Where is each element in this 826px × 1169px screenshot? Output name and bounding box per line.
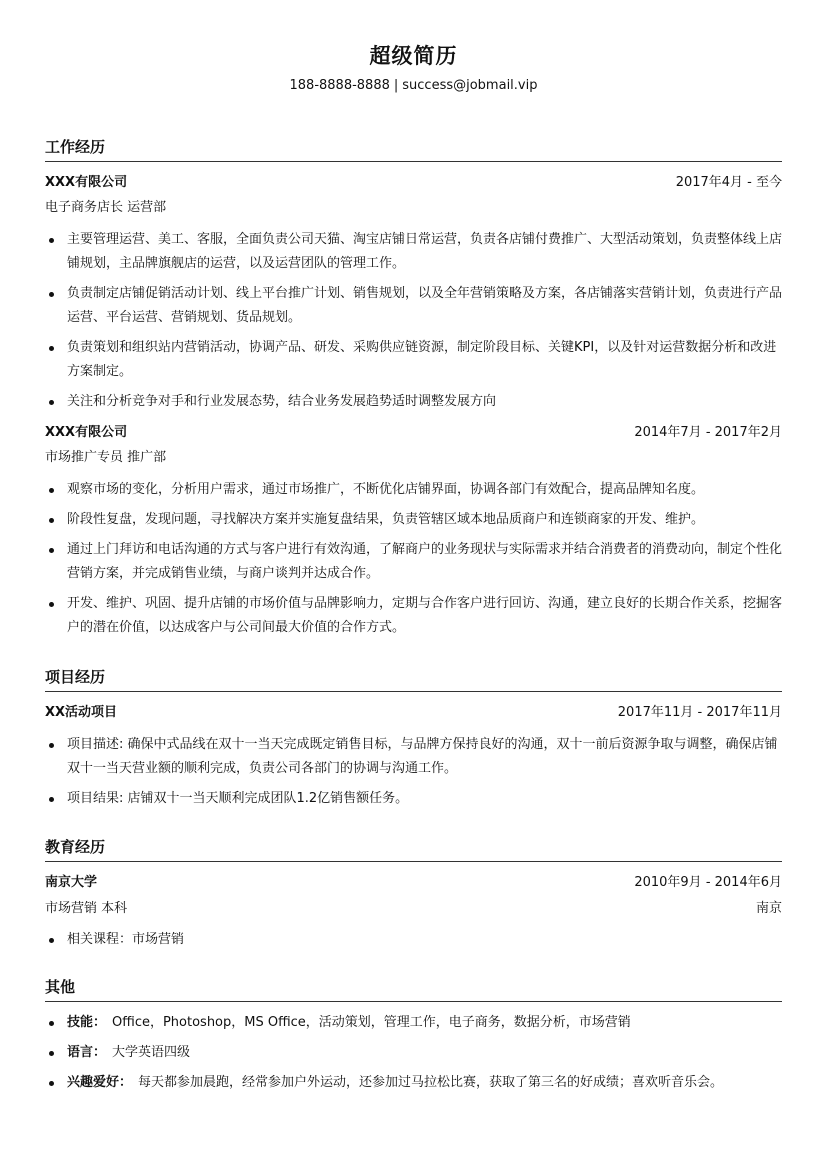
list-item: 主要管理运营、美工、客服，全面负责公司天猫、淘宝店铺日常运营，负责各店铺付费推广、大型活动策划，负责整体线上店铺规划，主品牌旗舰店的运营，以及运营团队的管理工作。 [45,228,782,276]
education-location: 南京 [755,901,782,916]
job-2-header [45,424,782,442]
job-1-role-row [45,199,782,217]
school-name: 南京大学 [45,875,98,890]
work-section-header [45,136,782,162]
education-bullets [45,928,782,958]
list-item: 关注和分析竞争对手和行业发展态势，结合业务发展趋势适时调整发展方向 [45,390,782,414]
list-item: 阶段性复盘，发现问题，寻找解决方案并实施复盘结果，负责管辖区域本地品质商户和连锁商家的开发、维护。 [45,508,782,532]
phone-number: 188-8888-8888 [289,78,390,93]
work-section-title: 工作经历 [45,138,106,156]
list-item [45,1041,782,1065]
job-company: XXX有限公司 [45,425,128,440]
project-dates: 2017年11月 - 2017年11月 [617,705,782,720]
list-item: 开发、维护、巩固、提升店铺的市场价值与品牌影响力，定期与合作客户进行回访、沟通，建立良好的长期合作关系，挖掘客户的潜在价值，以达成客户与公司间最大价值的合作方式。 [45,592,782,640]
education-dates: 2010年9月 - 2014年6月 [634,875,782,890]
job-dates: 2017年4月 - 至今 [675,175,782,190]
list-item: 负责策划和组织站内营销活动，协调产品、研发、采购供应链资源，制定阶段目标、关键KPI，以及针对运营数据分析和改进方案制定。 [45,336,782,384]
job-1-bullets [45,228,782,420]
list-item: 通过上门拜访和电话沟通的方式与客户进行有效沟通，了解商户的业务现状与实际需求并结合消费者的消费动向，制定个性化营销方案，并完成销售业绩，与商户谈判并达成合作。 [45,538,782,586]
job-dates: 2014年7月 - 2017年2月 [634,425,782,440]
hobby-label: 兴趣爱好： [67,1075,133,1090]
education-major-row [45,900,782,918]
projects-section-title: 项目经历 [45,668,106,686]
contact-separator: | [393,78,399,93]
resume-title: 超级简历 [369,44,458,68]
job-2-role-row [45,449,782,467]
projects-section-header [45,666,782,692]
job-1-header [45,174,782,192]
section-divider [45,691,782,692]
education-section-title: 教育经历 [45,838,106,856]
education-header [45,874,782,892]
list-item: 项目描述: 确保中式品线在双十一当天完成既定销售目标，与品牌方保持良好的沟通，双十一前后资源争取与调整，确保店铺双十一当天营业额的顺利完成，负责公司各部门的协调与沟通工作。 [45,733,782,781]
project-1-header [45,704,782,722]
job-role: 电子商务店长 运营部 [45,200,167,215]
education-section-header [45,836,782,862]
language-value: 大学英语四级 [112,1045,191,1060]
section-divider [45,1001,782,1002]
job-company: XXX有限公司 [45,175,128,190]
job-2-bullets [45,478,782,646]
language-label: 语言： [67,1045,107,1060]
list-item [45,1071,782,1095]
contact-line [45,78,782,93]
email-address: success@jobmail.vip [402,78,538,93]
list-item: 负责制定店铺促销活动计划、线上平台推广计划、销售规划，以及全年营销策略及方案，各店铺落实营销计划，负责进行产品运营、平台运营、营销规划、货品规划。 [45,282,782,330]
other-section-header [45,976,782,1002]
project-name: XX活动项目 [45,705,118,720]
list-item: 观察市场的变化，分析用户需求，通过市场推广，不断优化店铺界面，协调各部门有效配合，提高品牌知名度。 [45,478,782,502]
list-item: 相关课程：市场营销 [45,928,782,952]
other-bullets [45,1011,782,1101]
job-role: 市场推广专员 推广部 [45,450,167,465]
skill-value: Office，Photoshop，MS Office，活动策划，管理工作，电子商务，数据分析，市场营销 [112,1015,631,1030]
project-1-bullets [45,733,782,817]
section-divider [45,861,782,862]
education-major: 市场营销 本科 [45,901,128,916]
list-item [45,1011,782,1035]
skill-label: 技能： [67,1015,107,1030]
list-item: 项目结果: 店铺双十一当天顺利完成团队1.2亿销售额任务。 [45,787,782,811]
hobby-value: 每天都参加晨跑，经常参加户外运动，还参加过马拉松比赛，获取了第三名的好成绩；喜欢听音乐会。 [138,1075,724,1090]
other-section-title: 其他 [45,978,76,996]
section-divider [45,161,782,162]
